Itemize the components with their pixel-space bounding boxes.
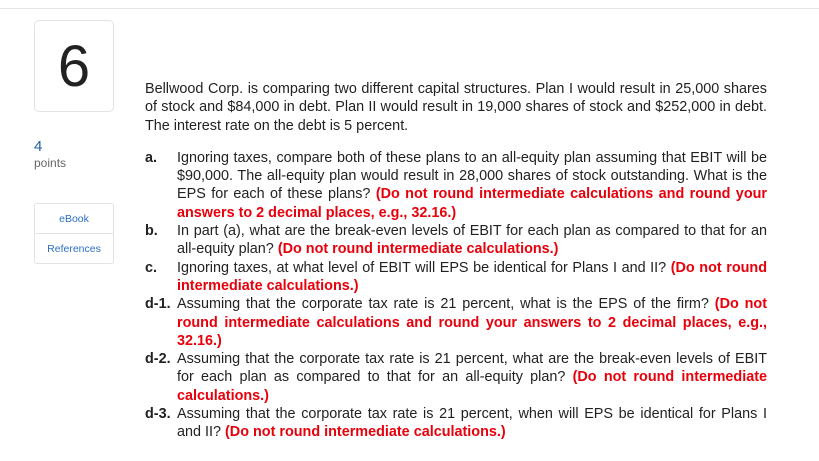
part-text: Assuming that the corporate tax rate is 21 percent, what is the EPS of the firm? <box>177 296 709 313</box>
part-label: a. <box>145 149 158 166</box>
question-intro: Bellwood Corp. is comparing two different capital structures. Plan I would result in 25,000 shares of stock and $84,000 in debt. Plan II would result in 19,000 shares of stock and $252,000 in debt. The interest rate on the debt is 5 percent. <box>145 81 767 134</box>
tools-panel <box>34 203 114 264</box>
part-text: Ignoring taxes, at what level of EBIT will EPS be identical for Plans I and II? <box>177 259 667 276</box>
part-label: c. <box>145 259 158 276</box>
part-label: d-2. <box>145 351 171 368</box>
top-divider <box>0 8 819 9</box>
part-label: d-1. <box>145 296 171 313</box>
part-text: Assuming that the corporate tax rate is 21 percent, what are the break-even levels of EBIT for each plan as compared to that for an all-equity plan? <box>177 351 767 386</box>
part-text: Assuming that the corporate tax rate is 21 percent, when will EPS be identical for Plans I and II? <box>177 406 767 441</box>
question-part-d1 <box>145 295 767 350</box>
references-button[interactable]: References <box>35 233 113 263</box>
part-note: (Do not round intermediate calculations.) <box>177 259 767 294</box>
question-part-c <box>145 259 767 296</box>
ebook-button[interactable]: eBook <box>59 212 89 225</box>
part-text: In part (a), what are the break-even levels of EBIT for each plan as compared to that for an all-equity plan? <box>177 223 767 258</box>
part-text: Ignoring taxes, compare both of these plans to an all-equity plan assuming that EBIT will be $90,000. The all-equity plan would result in 28,000 shares of stock outstanding. What is the EPS for each of these plans? <box>177 149 767 203</box>
part-note: (Do not round intermediate calculations.) <box>177 369 767 404</box>
part-note: (Do not round intermediate calculations.) <box>277 241 559 258</box>
points-label: points <box>34 156 67 170</box>
part-note: (Do not round intermediate calculations and round your answers to 2 decimal places, e.g., 32.16.) <box>177 296 767 349</box>
question-content <box>145 80 767 442</box>
points-value: 4 <box>34 138 43 155</box>
part-note: (Do not round intermediate calculations.) <box>225 424 506 441</box>
question-part-a <box>145 149 767 222</box>
part-label: b. <box>145 223 158 240</box>
part-note: (Do not round intermediate calculations and round your answers to 2 decimal places, e.g., 32.16.) <box>177 186 767 221</box>
part-label: d-3. <box>145 406 171 423</box>
question-part-d2 <box>145 350 767 405</box>
question-part-b <box>145 222 767 259</box>
question-number: 6 <box>34 20 114 112</box>
question-part-d3 <box>145 405 767 442</box>
